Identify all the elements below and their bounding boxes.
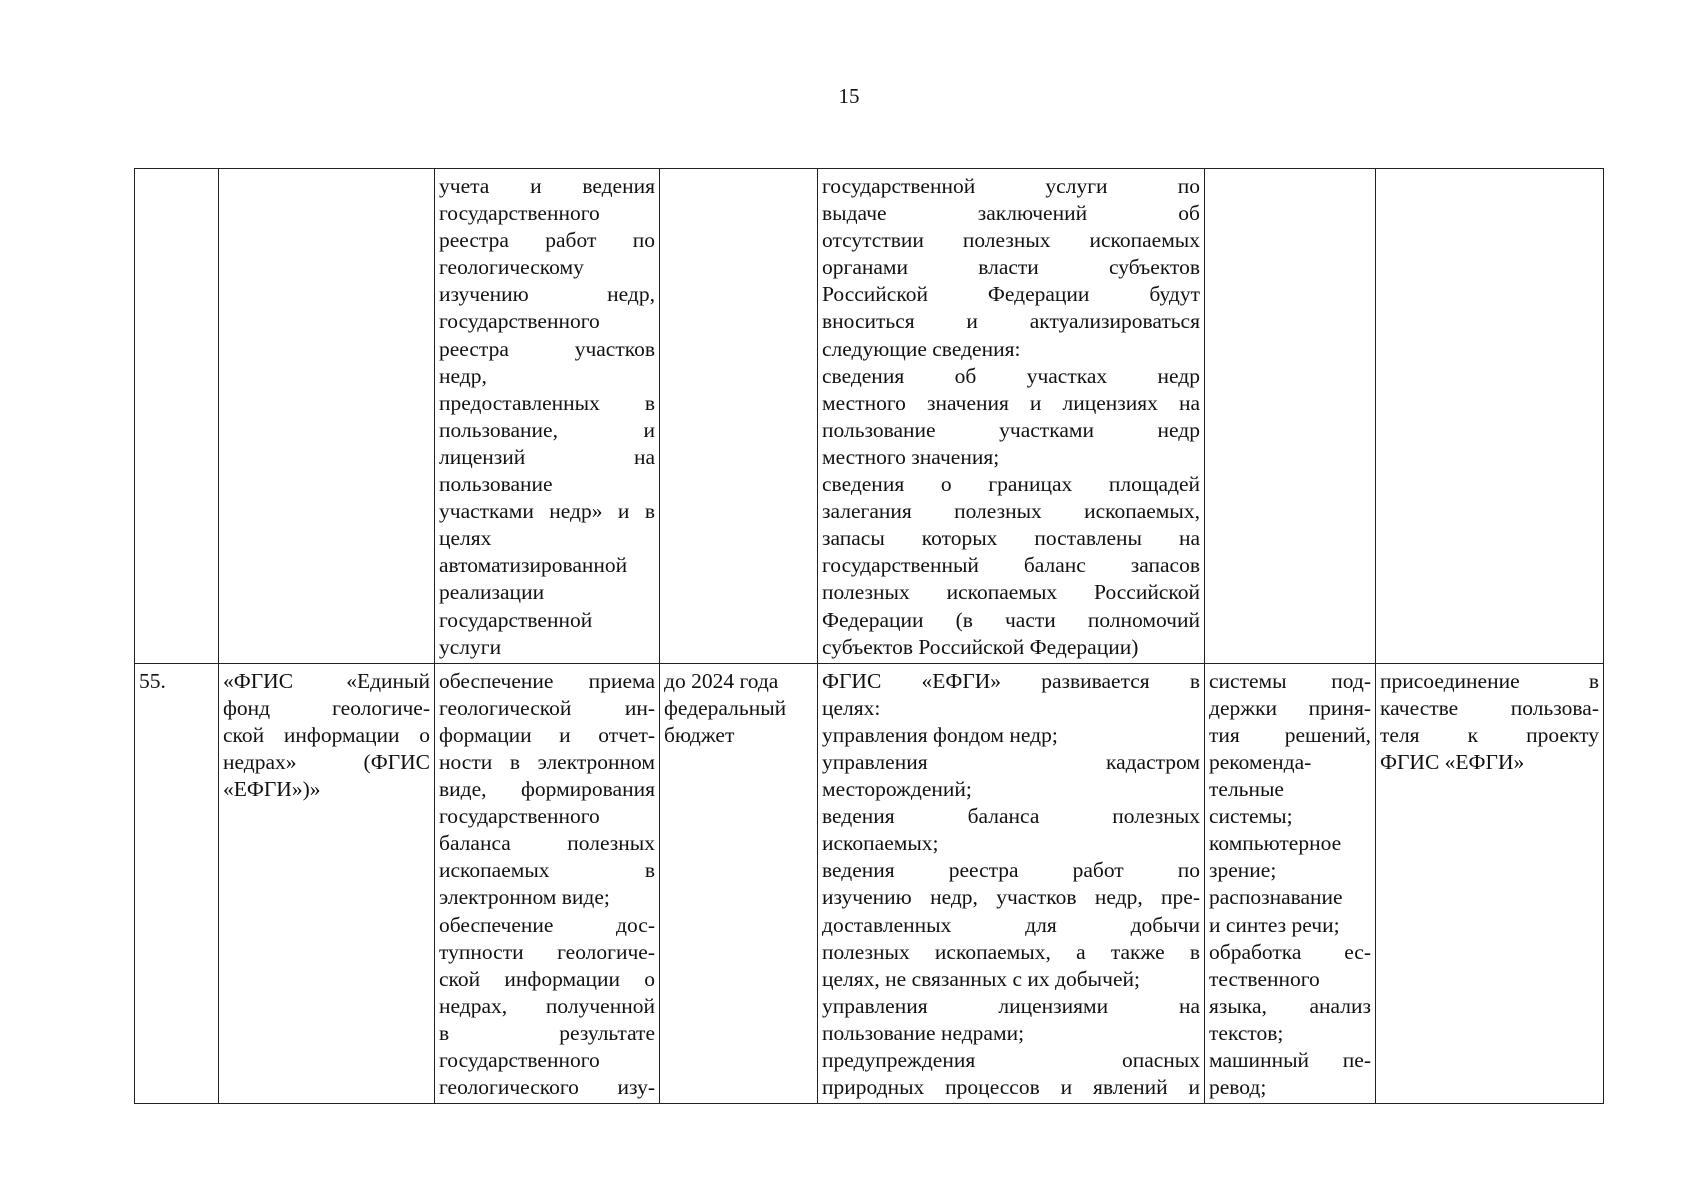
cell-text-line: Федерации (в части полномочий (822, 607, 1200, 632)
cell-text-line: системы под- (1209, 668, 1371, 693)
cell-text-line: системы; (1209, 804, 1293, 829)
cell-text-line: электронном виде; (439, 885, 610, 910)
cell-text-line: государственной услуги по (822, 174, 1200, 198)
cell-text-line: формации и отчет- (439, 722, 655, 747)
cell-text-line: пользование участками недр (822, 417, 1200, 442)
cell-text-line: предоставленных в (439, 390, 655, 415)
cell-text-line: органами власти субъектов (822, 255, 1200, 280)
description-cell (818, 663, 1205, 1104)
cell-text-line: пользование (439, 472, 553, 497)
cell-text-line: ископаемых; (822, 831, 939, 856)
cell-text-line: языка, анализ (1209, 993, 1371, 1018)
cell-text-line: вноситься и актуализироваться (822, 309, 1200, 334)
cell-text-line: ности в электронном (439, 749, 655, 774)
measures-cell (1376, 169, 1604, 664)
cell-text-line: участками недр» и в (439, 499, 655, 524)
cell-text-line: недр, (439, 363, 487, 388)
cell-text-line: сведения об участках недр (822, 363, 1200, 388)
cell-text-line: тественного (1209, 966, 1320, 991)
row-number-cell (135, 169, 219, 664)
cell-text-line: федеральный (664, 695, 787, 720)
cell-text-line: распознавание (1209, 885, 1343, 910)
cell-text-line: ведения реестра работ по (822, 858, 1200, 883)
cell-text-line: управления кадастром (822, 749, 1200, 774)
cell-text-line: держки приня- (1209, 695, 1371, 720)
cell-text-line: ревод; (1209, 1075, 1267, 1100)
page-number: 15 (838, 84, 860, 108)
cell-text-line: обеспечение приема (439, 668, 655, 693)
cell-text-line: услуги (439, 634, 502, 659)
cell-text-line: государственного (439, 804, 600, 829)
cell-text-line: запасы которых поставлены на (822, 526, 1200, 551)
table-body (135, 169, 1604, 1104)
cell-text-line: текстов; (1209, 1020, 1284, 1045)
cell-text-line: управления фондом недр; (822, 722, 1058, 747)
cell-text-line: полезных ископаемых Российской (822, 580, 1200, 605)
cell-text-line: целях (439, 526, 492, 551)
cell-text-line: пользование, и (439, 417, 655, 442)
cell-text-line: ископаемых в (439, 858, 655, 883)
technologies-cell (1205, 663, 1376, 1104)
cell-text-line: местного значения и лицензиях на (822, 390, 1200, 415)
cell-text-line: следующие сведения: (822, 336, 1021, 361)
cell-text-line: геологической ин- (439, 695, 655, 720)
cell-text-line: отсутствии полезных ископаемых (822, 228, 1200, 253)
cell-text-line: предупреждения опасных (822, 1048, 1200, 1072)
description-cell (818, 169, 1205, 664)
purpose-cell (435, 169, 660, 664)
cell-text-line: ской информации о (439, 966, 655, 991)
cell-text-line: реестра работ по (439, 228, 655, 253)
cell-text-line: зрение; (1209, 858, 1277, 883)
system-name-cell (219, 169, 435, 664)
cell-text-line: теля к проекту (1380, 722, 1599, 747)
cell-text-line: компьютерное (1209, 831, 1342, 856)
cell-text-line: государственного (439, 309, 600, 334)
cell-text-line: государственного (439, 1048, 600, 1072)
cell-text-line: «ФГИС «Единый (223, 668, 430, 693)
cell-text-line: геологического изу- (439, 1075, 655, 1100)
cell-text-line: ФГИС «ЕФГИ» (1380, 749, 1525, 774)
cell-text-line: обработка ес- (1209, 939, 1371, 964)
cell-text-line: лицензий на (439, 444, 655, 469)
term-cell (660, 169, 818, 664)
term-cell (660, 663, 818, 1104)
cell-text-line: виде, формирования (439, 777, 655, 802)
cell-text-line: управления лицензиями на (822, 993, 1200, 1018)
cell-text-line: и синтез речи; (1209, 912, 1340, 937)
cell-text-line: ведения баланса полезных (822, 804, 1200, 829)
cell-text-line: недрах» (ФГИС (223, 749, 430, 774)
cell-text-line: тия решений, (1209, 722, 1371, 747)
cell-text-line: месторождений; (822, 777, 972, 802)
cell-text-line: пользование недрами; (822, 1020, 1025, 1045)
cell-text-line: доставленных для добычи (822, 912, 1200, 937)
cell-text-line: государственного (439, 201, 600, 226)
cell-text-line: природных процессов и явлений и (822, 1075, 1200, 1100)
cell-text-line: тельные (1209, 777, 1284, 802)
cell-text-line: бюджет (664, 722, 735, 747)
cell-text-line: учета и ведения (439, 174, 655, 198)
cell-text-line: реализации (439, 580, 545, 605)
table-row (135, 169, 1604, 664)
cell-text-line: качестве пользова- (1380, 695, 1599, 720)
cell-text-line: рекоменда- (1209, 749, 1312, 774)
cell-text-line: «ЕФГИ»)» (223, 777, 321, 802)
cell-text-line: обеспечение дос- (439, 912, 655, 937)
program-table (134, 168, 1604, 1104)
cell-text-line: залегания полезных ископаемых, (822, 499, 1200, 524)
cell-text-line: машинный пе- (1209, 1048, 1371, 1072)
cell-text-line: тупности геологиче- (439, 939, 655, 964)
cell-text-line: реестра участков (439, 336, 655, 361)
row-number: 55. (139, 668, 166, 693)
measures-cell (1376, 663, 1604, 1104)
cell-text-line: субъектов Российской Федерации) (822, 634, 1139, 659)
cell-text-line: местного значения; (822, 444, 1000, 469)
cell-text-line: ской информации о (223, 722, 430, 747)
system-name-cell (219, 663, 435, 1104)
cell-text-line: государственный баланс запасов (822, 553, 1200, 578)
cell-text-line: присоединение в (1380, 668, 1599, 693)
cell-text-line: изучению недр, (439, 282, 655, 307)
cell-text-line: целях, не связанных с их добычей; (822, 966, 1140, 991)
cell-text-line: баланса полезных (439, 831, 655, 856)
cell-text-line: сведения о границах площадей (822, 472, 1200, 497)
cell-text-line: изучению недр, участков недр, пре- (822, 885, 1200, 910)
cell-text-line: до 2024 года (664, 668, 779, 693)
cell-text-line: Российской Федерации будут (822, 282, 1200, 307)
technologies-cell (1205, 169, 1376, 664)
cell-text-line: в результате (439, 1020, 655, 1045)
purpose-cell (435, 663, 660, 1104)
cell-text-line: выдаче заключений об (822, 201, 1200, 226)
cell-text-line: геологическому (439, 255, 584, 280)
cell-text-line: целях: (822, 695, 881, 720)
cell-text-line: ФГИС «ЕФГИ» развивается в (822, 668, 1200, 693)
cell-text-line: недрах, полученной (439, 993, 655, 1018)
table-row (135, 663, 1604, 1104)
cell-text-line: фонд геологиче- (223, 695, 430, 720)
cell-text-line: государственной (439, 607, 593, 632)
cell-text-line: автоматизированной (439, 553, 628, 578)
cell-text-line: полезных ископаемых, а также в (822, 939, 1200, 964)
row-number-cell (135, 663, 219, 1104)
